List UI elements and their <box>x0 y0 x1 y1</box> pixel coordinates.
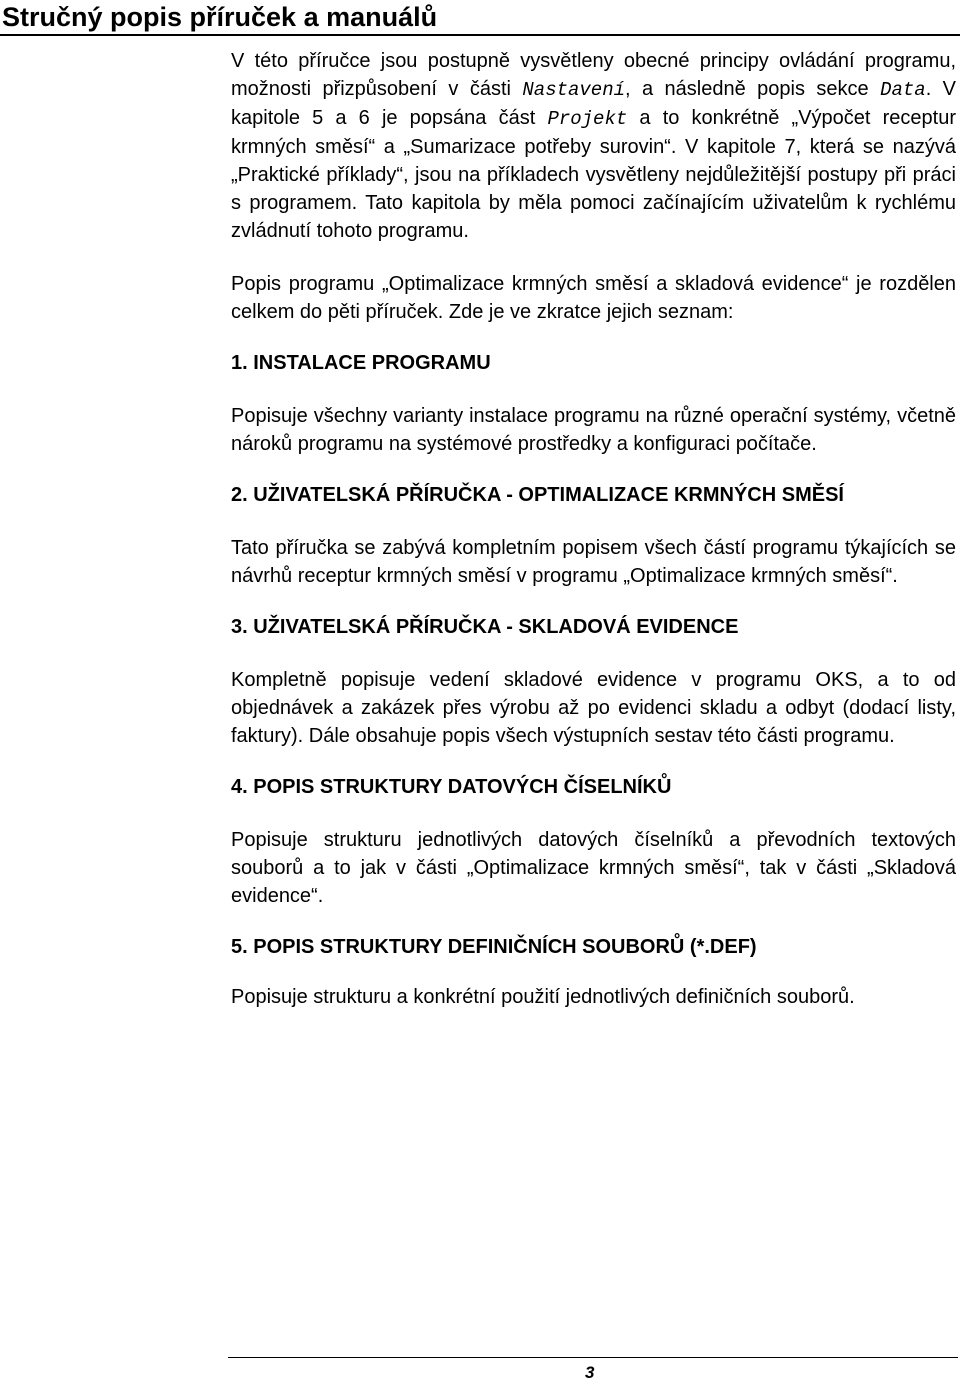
page-number: 3 <box>585 1363 595 1382</box>
section-heading-3: 3. UŽIVATELSKÁ PŘÍRUČKA - SKLADOVÁ EVIDENCE <box>231 616 739 638</box>
section-text-3: Kompletně popisuje vedení skladové evidence v programu OKS, a to od objednávek a zakázek přes výrobu až po evidenci skladu a odbyt (dodací listy, faktury). Dále obsahuje popis všech výstupních sestav této části programu. <box>231 669 956 747</box>
code-data: Data <box>880 79 926 101</box>
code-nastaveni: Nastavení <box>522 79 626 101</box>
section-text-5: Popisuje strukturu a konkrétní použití jednotlivých definičních souborů. <box>231 986 855 1008</box>
code-projekt: Projekt <box>547 108 628 130</box>
document-body <box>231 47 956 1011</box>
section-heading-4: 4. POPIS STRUKTURY DATOVÝCH ČÍSELNÍKŮ <box>231 776 672 798</box>
section-heading-5: 5. POPIS STRUKTURY DEFINIČNÍCH SOUBORŮ (*.DEF) <box>231 936 757 958</box>
footer-divider <box>228 1357 958 1358</box>
section-text-1: Popisuje všechny varianty instalace programu na různé operační systémy, včetně nároků programu na systémové prostředky a konfiguraci počítače. <box>231 405 956 455</box>
section-heading-2: 2. UŽIVATELSKÁ PŘÍRUČKA - OPTIMALIZACE KRMNÝCH SMĚSÍ <box>231 484 844 506</box>
section-text-2: Tato příručka se zabývá kompletním popisem všech částí programu týkajících se návrhů receptur krmných směsí v programu „Optimalizace krmných směsí“. <box>231 537 956 587</box>
intro-paragraph: V této příručce jsou postupně vysvětleny obecné principy ovládání programu, možnosti přizpůsobení v části Nastavení, a následně popis sekce Data. V kapitole 5 a 6 je popsána část Projekt a to konkrétně „Výpočet receptur krmných směsí“ a „Sumarizace potřeby surovin“. V kapitole 7, která se nazývá „Praktické příklady“, jsou na příkladech vysvětleny nejdůležitější postupy při práci s programem. Tato kapitola by měla pomoci začínajícím uživatelům k rychlému zvládnutí tohoto programu. <box>231 50 957 242</box>
summary-paragraph: Popis programu „Optimalizace krmných směsí a skladová evidence“ je rozdělen celkem do pěti příruček. Zde je ve zkratce jejich seznam: <box>231 273 956 323</box>
section-text-4: Popisuje strukturu jednotlivých datových číselníků a převodních textových souborů a to jak v části „Optimalizace krmných směsí“, tak v části „Skladová evidence“. <box>231 829 956 907</box>
section-heading-1: 1. INSTALACE PROGRAMU <box>231 352 491 374</box>
page-title: Stručný popis příruček a manuálů <box>0 0 960 36</box>
